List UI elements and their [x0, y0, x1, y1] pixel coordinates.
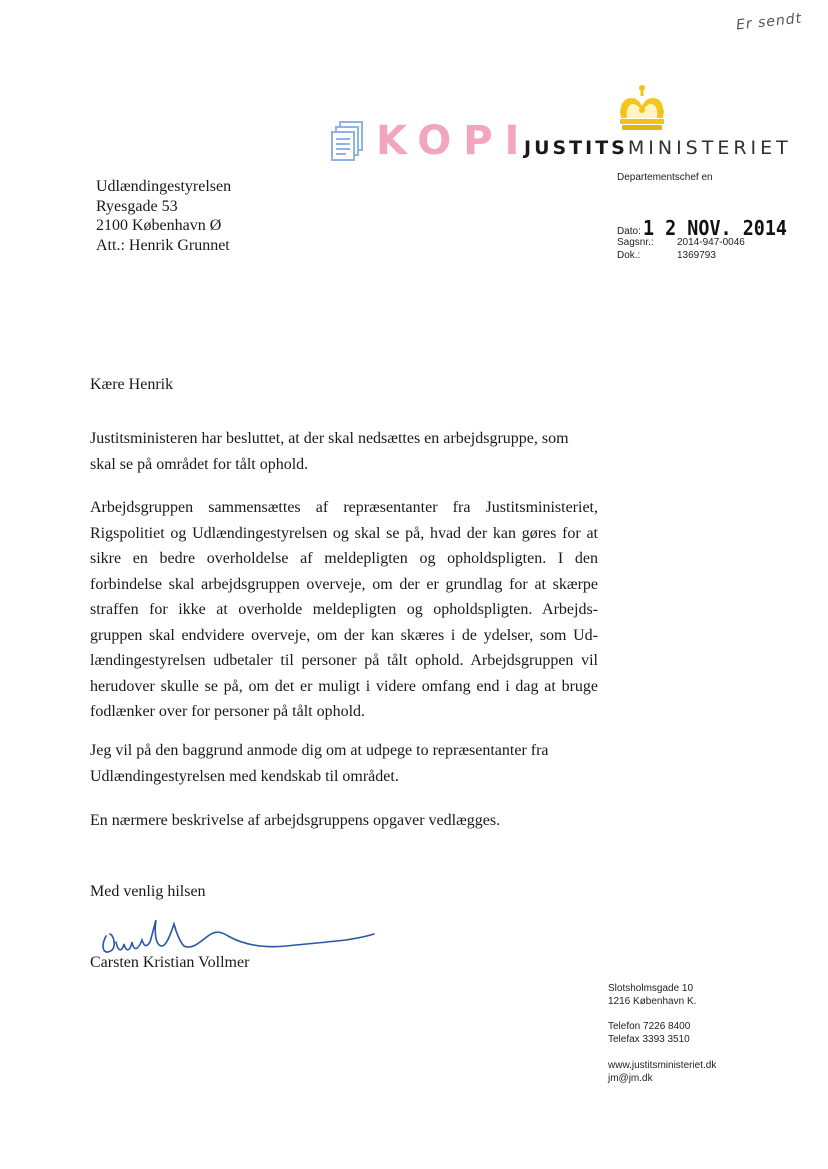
footer-online [608, 1059, 716, 1085]
paragraph-4: En nærmere beskrivelse af arbejdsgruppens opgaver vedlægges. [90, 812, 501, 829]
footer-phone: Telefon 7226 8400 [608, 1021, 691, 1032]
footer-city: 1216 København K. [608, 996, 697, 1007]
paragraph-2: Arbejdsgruppen sammensættes af repræsentanter fra Justitsministeriet, Rigspolitiet og Udlændingestyrelsen og skal se på, hvad der kan gøres for at sikre en bedre overholdelse af meldepligten og opholdspligten. I den forbindelse skal arbejdsgruppen overveje, om der er grundlag for at skærpe straffen for ikke at overholde meldepligten og opholdspligten. Arbejds-gruppen skal endvidere overveje, om der kan skæres i de ydelser, som Ud-lændingestyrelsen udbetaler til personer på tålt ophold. Arbejdsgruppen vil herudover skulle se på, om det er muligt i videre omfang end i dag at bruge fodlænker over for personer på tålt ophold. [90, 499, 598, 720]
paragraph-3: Jeg vil på den baggrund anmode dig om at udpege to repræsentanter fra Udlændingestyrelsen med kendskab til området. [90, 742, 549, 785]
doc-number: 1369793 [677, 250, 716, 261]
recipient-line: Ryesgade 53 [96, 197, 178, 215]
ministry-name-part1: JUSTITS [524, 137, 628, 159]
closing: Med venlig hilsen [90, 883, 206, 900]
footer-address [608, 982, 696, 1008]
kopi-stamp [330, 118, 532, 166]
date-label: Dato: [617, 226, 641, 237]
footer-email-link[interactable]: jm@jm.dk [608, 1073, 653, 1084]
footer-contact [608, 1020, 690, 1046]
department-label: Departementschef en [617, 172, 713, 183]
footer-street: Slotsholmsgade 10 [608, 983, 694, 994]
kopi-stamp-text: KOPI [376, 118, 532, 164]
document-stack-icon [330, 120, 368, 164]
recipient-address [96, 177, 231, 255]
crown-icon [613, 84, 671, 132]
case-number: 2014-947-0046 [677, 237, 745, 248]
recipient-line: Udlændingestyrelsen [96, 178, 232, 195]
recipient-line: Att.: Henrik Grunnet [96, 236, 230, 254]
paragraph-1: Justitsministeren har besluttet, at der skal nedsættes en arbejdsgruppe, som skal se på området for tålt ophold. [90, 430, 569, 473]
recipient-line: 2100 København Ø [96, 217, 222, 234]
footer-website-link[interactable]: www.justitsministeriet.dk [608, 1060, 717, 1071]
greeting: Kære Henrik [90, 376, 174, 393]
footer-fax: Telefax 3393 3510 [608, 1034, 690, 1045]
ministry-name-part2: MINISTERIET [627, 137, 792, 159]
date-stamp: 1 2 NOV. 2014 [643, 216, 788, 240]
doc-label: Dok.: [617, 250, 641, 261]
signatory-name: Carsten Kristian Vollmer [90, 954, 250, 971]
case-label: Sagsnr.: [617, 237, 654, 248]
ministry-name [524, 137, 792, 159]
handwritten-note: Er sendt [735, 10, 803, 34]
